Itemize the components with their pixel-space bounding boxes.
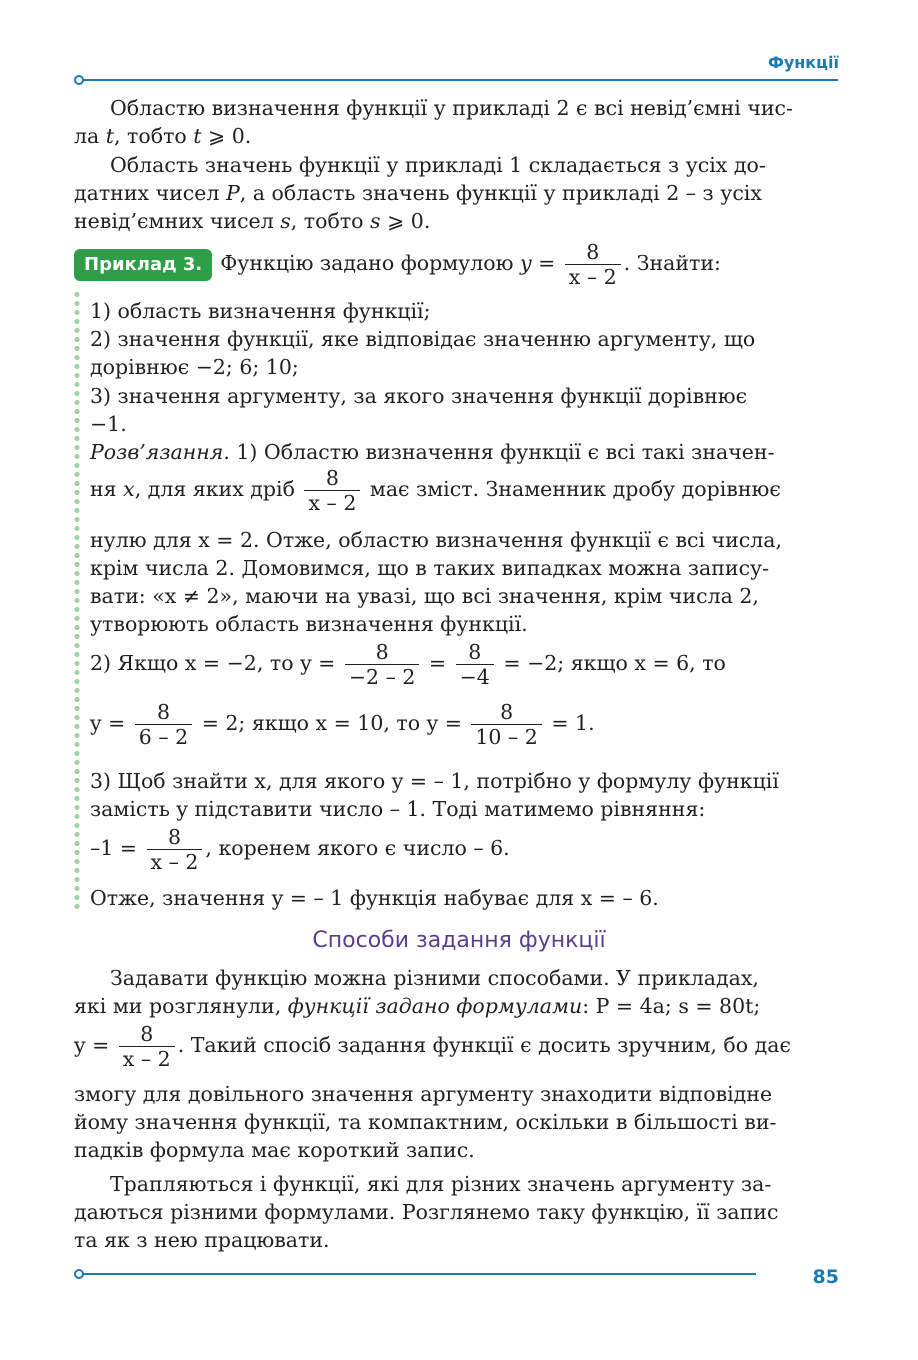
fraction: $\frac{8}{-2 - 2}$	[345, 640, 420, 689]
solution-line: крім числа 2. Домовимся, що в таких випадках можна запису-	[90, 556, 770, 580]
example-item: дорівнює −2; 6; 10;	[90, 355, 299, 379]
intro-line: Область значень функції у прикладі 1 складається з усіх до-	[110, 153, 766, 177]
section-line: падків формула має короткий запис.	[74, 1138, 475, 1162]
section-line: Трапляються і функції, які для різних значень аргументу за-	[110, 1172, 772, 1196]
bottom-rule	[76, 1273, 756, 1275]
solution-step-3: замість y підставити число – 1. Тоді матимемо рівняння:	[90, 797, 706, 821]
fraction: $\frac{8}{x - 2}$	[119, 1022, 175, 1071]
section-line: йому значення функції, та компактним, оскільки в більшості ви-	[74, 1110, 777, 1134]
solution-line: утворюють область визначення функції.	[90, 612, 528, 636]
section-line: які ми розглянули, функції задано формулами: P = 4a; s = 80t;	[74, 994, 761, 1018]
intro-line: датних чисел P, а область значень функції у прикладі 2 – з усіх	[74, 181, 762, 205]
solution-line: Розв’язання. 1) Областю визначення функції є всі такі значен-	[90, 440, 775, 464]
solution-step-3: Отже, значення y = – 1 функція набуває для x = – 6.	[90, 886, 659, 910]
example-item: −1.	[90, 412, 127, 436]
fraction: $\frac{8}{x - 2}$	[304, 466, 360, 515]
intro-line: ла t, тобто t ⩾ 0.	[74, 124, 252, 148]
section-line: y = $\frac{8}{x - 2}$ . Такий спосіб задання функції є досить зручним, бо дає	[74, 1022, 791, 1071]
top-rule-dot	[74, 75, 84, 85]
top-rule	[76, 79, 838, 81]
example-item: 2) значення функції, яке відповідає значенню аргументу, що	[90, 327, 756, 351]
section-line: даються різними формулами. Розглянемо таку функцію, її запис	[74, 1200, 779, 1224]
section-line: та як з нею працювати.	[74, 1228, 330, 1252]
bottom-rule-dot	[74, 1269, 84, 1279]
fraction: $\frac{8}{x - 2}$	[565, 240, 621, 289]
running-header: Функції	[767, 53, 839, 72]
example-item: 3) значення аргументу, за якого значення функції дорівнює	[90, 384, 748, 408]
solution-line: нулю для x = 2. Отже, областю визначення функції є всі числа,	[90, 528, 783, 552]
solution-line: ня x, для яких дріб $\frac{8}{x - 2}$ має зміст. Знаменник дробу дорівнює	[90, 466, 781, 515]
section-line: змогу для довільного значення аргументу знаходити відповідне	[74, 1082, 773, 1106]
intro-line: Областю визначення функції у прикладі 2 є всі невід’ємні чис-	[110, 96, 793, 120]
page-number: 85	[812, 1266, 839, 1288]
section-heading: Способи задання функції	[312, 928, 606, 953]
fraction: $\frac{8}{x - 2}$	[147, 825, 203, 874]
solution-step-3: –1 = $\frac{8}{x - 2}$ , коренем якого є число – 6.	[90, 825, 510, 874]
solution-step-2: 2) Якщо x = −2, то y = $\frac{8}{-2 - 2}$ = $\frac{8}{-4}$ = −2; якщо x = 6, то	[90, 640, 726, 689]
intro-line: невід’ємних чисел s, тобто s ⩾ 0.	[74, 209, 431, 233]
example-dotted-border	[74, 290, 80, 910]
solution-step-2: y = $\frac{8}{6 - 2}$ = 2; якщо x = 10, то y = $\frac{8}{10 - 2}$ = 1.	[90, 700, 595, 749]
fraction: $\frac{8}{-4}$	[456, 640, 494, 689]
fraction: $\frac{8}{10 - 2}$	[471, 700, 541, 749]
example-heading: Приклад 3. Функцію задано формулою y = $\frac{8}{x - 2}$ . Знайти:	[74, 240, 838, 289]
fraction: $\frac{8}{6 - 2}$	[135, 700, 192, 749]
example-item: 1) область визначення функції;	[90, 299, 431, 323]
section-line: Задавати функцію можна різними способами. У прикладах,	[110, 966, 759, 990]
example-badge: Приклад 3.	[74, 249, 212, 281]
solution-line: вати: «x ≠ 2», маючи на увазі, що всі значення, крім числа 2,	[90, 584, 759, 608]
solution-step-3: 3) Щоб знайти x, для якого y = – 1, потрібно у формулу функції	[90, 769, 779, 793]
